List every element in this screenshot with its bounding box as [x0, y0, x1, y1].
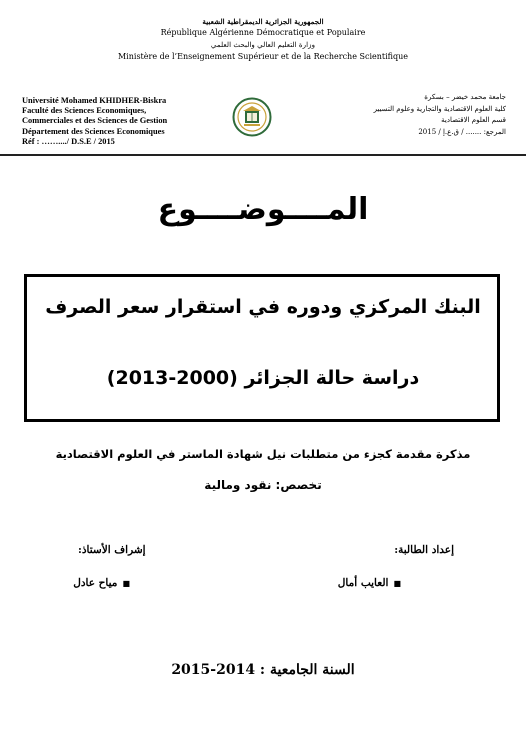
student-entry	[338, 577, 401, 589]
square-bullet-icon: ■	[122, 578, 130, 588]
prepared-by-label: إعداد الطالبة:	[394, 544, 454, 556]
university-logo-icon	[232, 97, 272, 137]
university-name-fr: Université Mohamed KHIDHER-Biskra	[22, 96, 167, 105]
topic-heading: المــــوضــــوع	[157, 192, 369, 227]
supervisor-label: إشراف الأستاذ:	[78, 544, 146, 556]
header-divider	[0, 154, 526, 156]
faculty-name-ar: كلية العلوم الاقتصادية والتجارية وعلوم التسيير	[373, 104, 506, 113]
square-bullet-icon: ■	[393, 578, 401, 588]
thesis-title-line2: دراسة حالة الجزائر (2000-2013)	[106, 367, 420, 389]
header-republic-fr: République Algérienne Démocratique et Populaire	[160, 28, 366, 37]
department-name-ar: قسم العلوم الاقتصادية	[441, 116, 506, 124]
department-name-fr: Département des Sciences Economiques	[22, 126, 165, 136]
supervisor-name: مياح عادل	[73, 577, 118, 589]
university-name-ar: جامعة محمد خيضر – بسكرة	[424, 93, 506, 101]
university-block-ar	[346, 92, 506, 138]
faculty-name-fr: Faculté des Sciences Economiques,	[22, 106, 147, 116]
memo-description: مذكرة مقدمة كجزء من متطلبات نيل شهادة الماستر في العلوم الاقتصادية	[55, 447, 471, 461]
header-ministry-fr: Ministère de l’Enseignement Supérieur et de la Recherche Scientifique	[117, 52, 408, 61]
reference-ar: المرجع: ....... / ق.ع.إ / 2015	[418, 127, 506, 136]
thesis-title-line1: البنك المركزي ودوره في استقرار سعر الصرف	[45, 296, 481, 318]
supervisor-entry	[22, 577, 130, 589]
academic-year: السنة الجامعية : 2014-2015	[171, 662, 355, 678]
university-block-fr	[22, 96, 232, 147]
faculty-name-fr-cont: Commerciales et des Sciences de Gestion	[22, 116, 168, 126]
specialization: تخصص: نقود ومالية	[204, 478, 322, 492]
student-name: العايب أمال	[337, 577, 389, 589]
header-republic-ar: الجمهورية الجزائرية الديمقراطية الشعبية	[202, 17, 324, 26]
header-ministry-ar: وزارة التعليم العالي والبحث العلمي	[210, 40, 316, 49]
reference-fr: Réf : ……..../ D.S.E / 2015	[22, 136, 115, 146]
